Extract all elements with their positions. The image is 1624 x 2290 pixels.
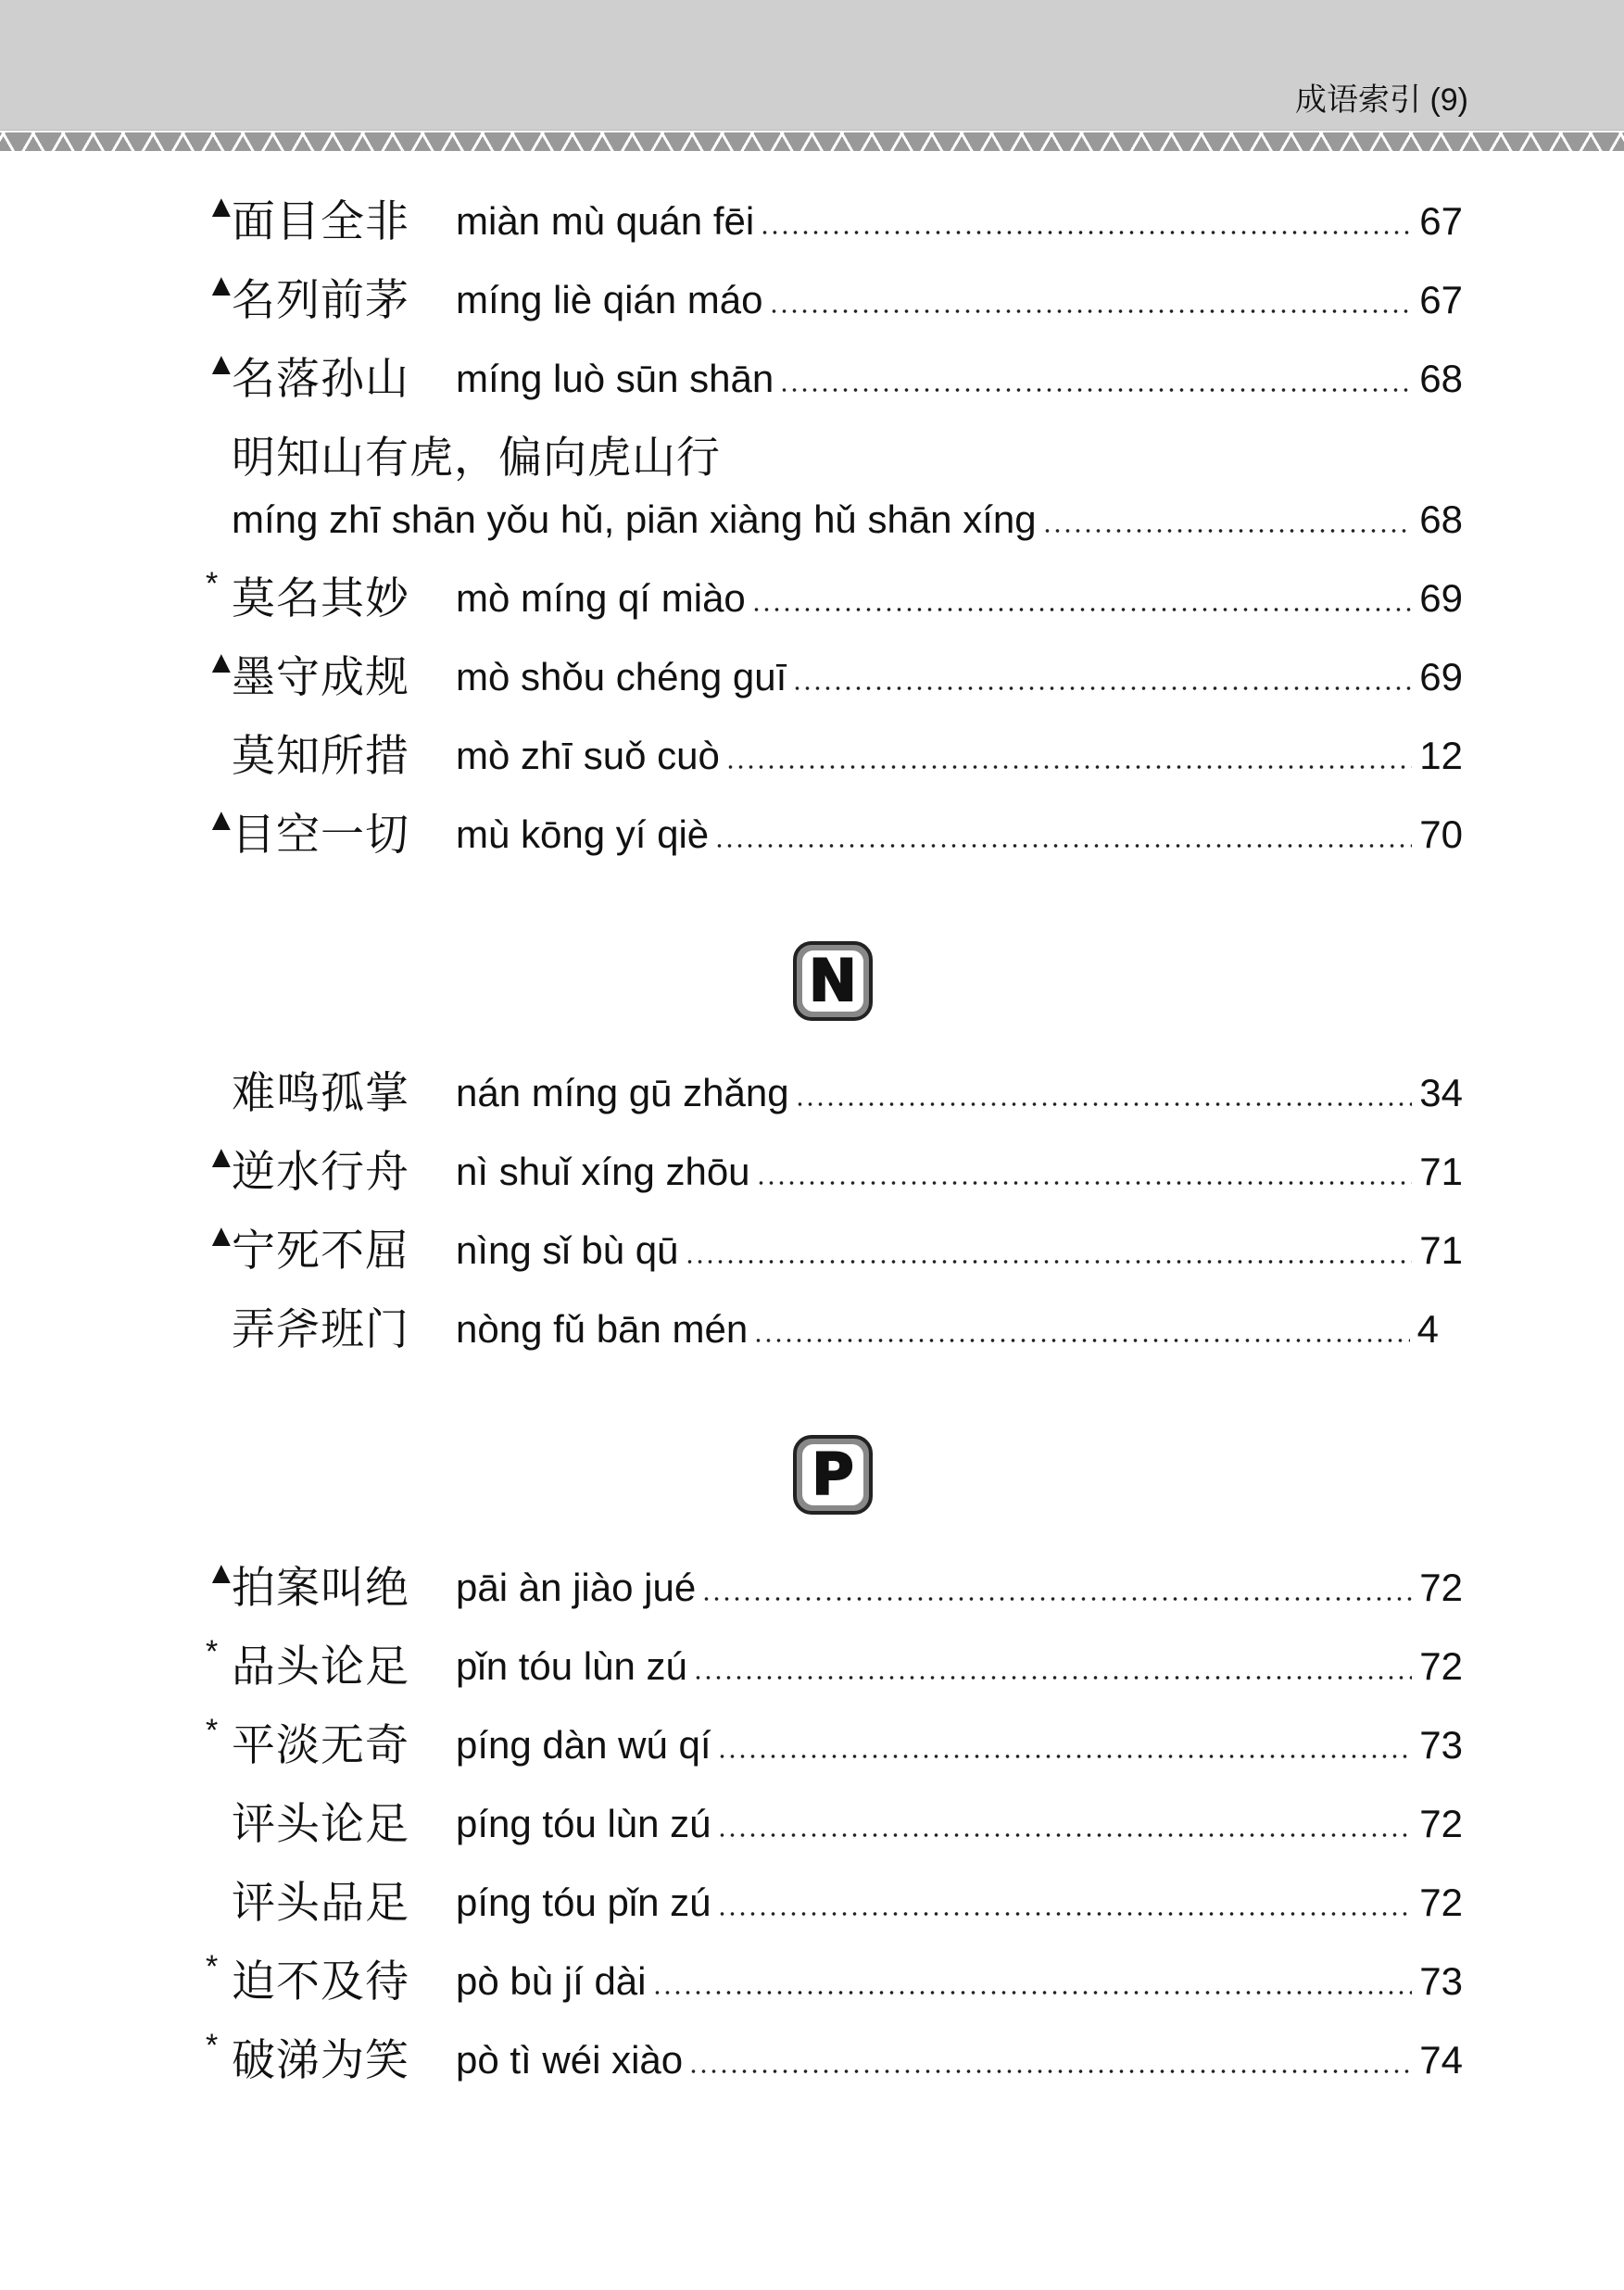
page-number: 71 [1419, 1150, 1463, 1193]
idiom-pinyin: nì shuǐ xíng zhōu [456, 1150, 750, 1193]
page-number: 67 [1419, 278, 1463, 321]
idiom-chinese: 平淡无奇 [232, 1720, 409, 1769]
idiom-pinyin: míng liè qián máo [456, 278, 763, 321]
index-entry [0, 418, 1624, 559]
entry-line [456, 654, 1463, 700]
index-entry [0, 260, 1624, 339]
idiom-chinese: 迫不及待 [232, 1957, 409, 2006]
page-number: 74 [1419, 2038, 1463, 2082]
idiom-pinyin: miàn mù quán fēi [456, 199, 755, 243]
page-number: 67 [1419, 199, 1463, 243]
idiom-pinyin: nán míng gū zhǎng [456, 1071, 789, 1114]
index-entry [0, 1053, 1624, 1132]
page-number: 70 [1419, 812, 1463, 856]
entry-line [456, 1565, 1463, 1611]
entry-line [456, 1306, 1439, 1353]
page-number: 4 [1416, 1307, 1439, 1351]
page-number: 72 [1419, 1644, 1463, 1688]
page-number: 69 [1419, 655, 1463, 698]
entry-line [456, 733, 1463, 779]
idiom-pinyin: pò bù jí dài [456, 1959, 647, 2003]
idiom-pinyin: mò míng qí miào [456, 576, 746, 620]
idiom-chinese: 品头论足 [232, 1642, 409, 1691]
letter-p: P [802, 1444, 863, 1505]
section-letter-p [793, 1435, 873, 1515]
decorative-border [0, 132, 1624, 151]
dot-leader [753, 1338, 1409, 1343]
index-entry [0, 1290, 1624, 1368]
index-entry [0, 1627, 1624, 1705]
idiom-pinyin: pò tì wéi xiào [456, 2038, 684, 2082]
idiom-chinese: 名列前茅 [232, 275, 409, 324]
index-entry [0, 559, 1624, 637]
idiom-chinese: 目空一切 [232, 810, 409, 859]
letter-n: N [802, 950, 863, 1012]
idiom-pinyin: míng zhī shān yǒu hǔ, piān xiàng hǔ shān xíng [232, 497, 1037, 541]
entry-line [456, 1070, 1463, 1116]
entry-line [456, 1880, 1463, 1926]
entry-line [456, 356, 1463, 402]
entry-line [456, 277, 1463, 323]
dot-leader [693, 1675, 1412, 1680]
idiom-pinyin: nìng sǐ bù qū [456, 1228, 679, 1272]
idiom-chinese: 评头论足 [232, 1799, 409, 1848]
dot-leader [795, 1101, 1413, 1107]
entry-marker: * [206, 1949, 219, 1984]
entry-marker: ▲ [206, 346, 237, 382]
entry-line [456, 198, 1463, 245]
section-n [0, 1053, 1624, 1368]
page-header-title: 成语索引 (9) [1295, 82, 1468, 118]
dot-leader [701, 1596, 1412, 1602]
idiom-chinese: 墨守成规 [232, 652, 409, 701]
page-number: 72 [1419, 1881, 1463, 1924]
page-number: 73 [1419, 1723, 1463, 1767]
idiom-pinyin: píng tóu pǐn zú [456, 1881, 711, 1924]
idiom-chinese: 拍案叫绝 [232, 1563, 409, 1612]
index-entry [0, 1705, 1624, 1784]
entry-line [456, 1958, 1463, 2005]
page-number: 72 [1419, 1566, 1463, 1609]
dot-leader [760, 230, 1412, 235]
index-entry [0, 716, 1624, 795]
entry-line [456, 1227, 1463, 1274]
index-entry [0, 1211, 1624, 1290]
page-number: 34 [1419, 1071, 1463, 1114]
index-entry [0, 637, 1624, 716]
idiom-pinyin: mò zhī suǒ cuò [456, 734, 720, 777]
index-entry [0, 339, 1624, 418]
entry-marker: ▲ [206, 1218, 237, 1253]
section-letter-n [793, 941, 873, 1021]
section-p [0, 1548, 1624, 2099]
entry-line [232, 497, 1463, 543]
idiom-chinese: 面目全非 [232, 196, 409, 245]
index-entry [0, 1784, 1624, 1863]
idiom-chinese: 弄斧班门 [232, 1304, 409, 1353]
entry-marker: * [206, 2028, 219, 2063]
idiom-pinyin: nòng fǔ bān mén [456, 1307, 749, 1351]
entry-line [456, 2037, 1463, 2083]
idiom-pinyin: mò shǒu chéng guī [456, 655, 787, 698]
dot-leader [725, 764, 1412, 770]
page-number: 69 [1419, 576, 1463, 620]
dot-leader [652, 1990, 1413, 1995]
idiom-chinese: 逆水行舟 [232, 1147, 409, 1196]
entry-line [456, 1149, 1463, 1195]
index-entry [0, 1863, 1624, 1942]
entry-marker: ▲ [206, 802, 237, 837]
index-entry [0, 1548, 1624, 1627]
idiom-pinyin: pǐn tóu lùn zú [456, 1644, 687, 1688]
dot-leader [751, 607, 1412, 612]
entry-marker: * [206, 1713, 219, 1748]
entry-marker: * [206, 1634, 219, 1669]
index-entry [0, 1132, 1624, 1211]
idiom-chinese: 破涕为笑 [232, 2035, 409, 2084]
index-entry [0, 795, 1624, 874]
index-entry [0, 1942, 1624, 2020]
idiom-pinyin: pāi àn jiào jué [456, 1566, 697, 1609]
page-number: 73 [1419, 1959, 1463, 2003]
entry-marker: ▲ [206, 1555, 237, 1591]
dot-leader [792, 686, 1412, 691]
entry-marker: ▲ [206, 189, 237, 224]
idiom-chinese: 莫名其妙 [232, 573, 409, 623]
entry-line [456, 1801, 1463, 1847]
page-header [0, 0, 1624, 131]
idiom-pinyin: mù kōng yí qiè [456, 812, 710, 856]
dot-leader [685, 1259, 1413, 1265]
dot-leader [688, 2069, 1412, 2074]
entry-line [456, 575, 1463, 622]
index-entry [0, 2020, 1624, 2099]
page-number: 68 [1419, 357, 1463, 400]
dot-leader [769, 308, 1413, 314]
page-number: 71 [1419, 1228, 1463, 1272]
idiom-pinyin: míng luò sūn shān [456, 357, 774, 400]
idiom-chinese: 宁死不屈 [232, 1226, 409, 1275]
section-m [0, 182, 1624, 874]
idiom-chinese: 明知山有虎，偏向虎山行 [232, 433, 721, 482]
dot-leader [1042, 528, 1413, 534]
dot-leader [714, 843, 1412, 849]
page-number: 12 [1419, 734, 1463, 777]
idiom-chinese: 莫知所措 [232, 731, 409, 780]
dot-leader [717, 1754, 1413, 1759]
entry-line [456, 1643, 1463, 1690]
index-entry [0, 182, 1624, 260]
idiom-chinese: 评头品足 [232, 1878, 409, 1927]
dot-leader [717, 1911, 1413, 1917]
idiom-chinese: 名落孙山 [232, 354, 409, 403]
entry-marker: ▲ [206, 645, 237, 680]
entry-line [456, 812, 1463, 858]
page-number: 68 [1419, 497, 1463, 541]
entry-line [456, 1722, 1463, 1768]
entry-marker: * [206, 566, 219, 601]
dot-leader [779, 387, 1412, 393]
idiom-pinyin: píng dàn wú qí [456, 1723, 711, 1767]
dot-leader [717, 1832, 1413, 1838]
idiom-chinese: 难鸣孤掌 [232, 1068, 409, 1117]
entry-marker: ▲ [206, 268, 237, 303]
entry-marker: ▲ [206, 1139, 237, 1175]
idiom-pinyin: píng tóu lùn zú [456, 1802, 711, 1845]
page-number: 72 [1419, 1802, 1463, 1845]
dot-leader [756, 1180, 1413, 1186]
